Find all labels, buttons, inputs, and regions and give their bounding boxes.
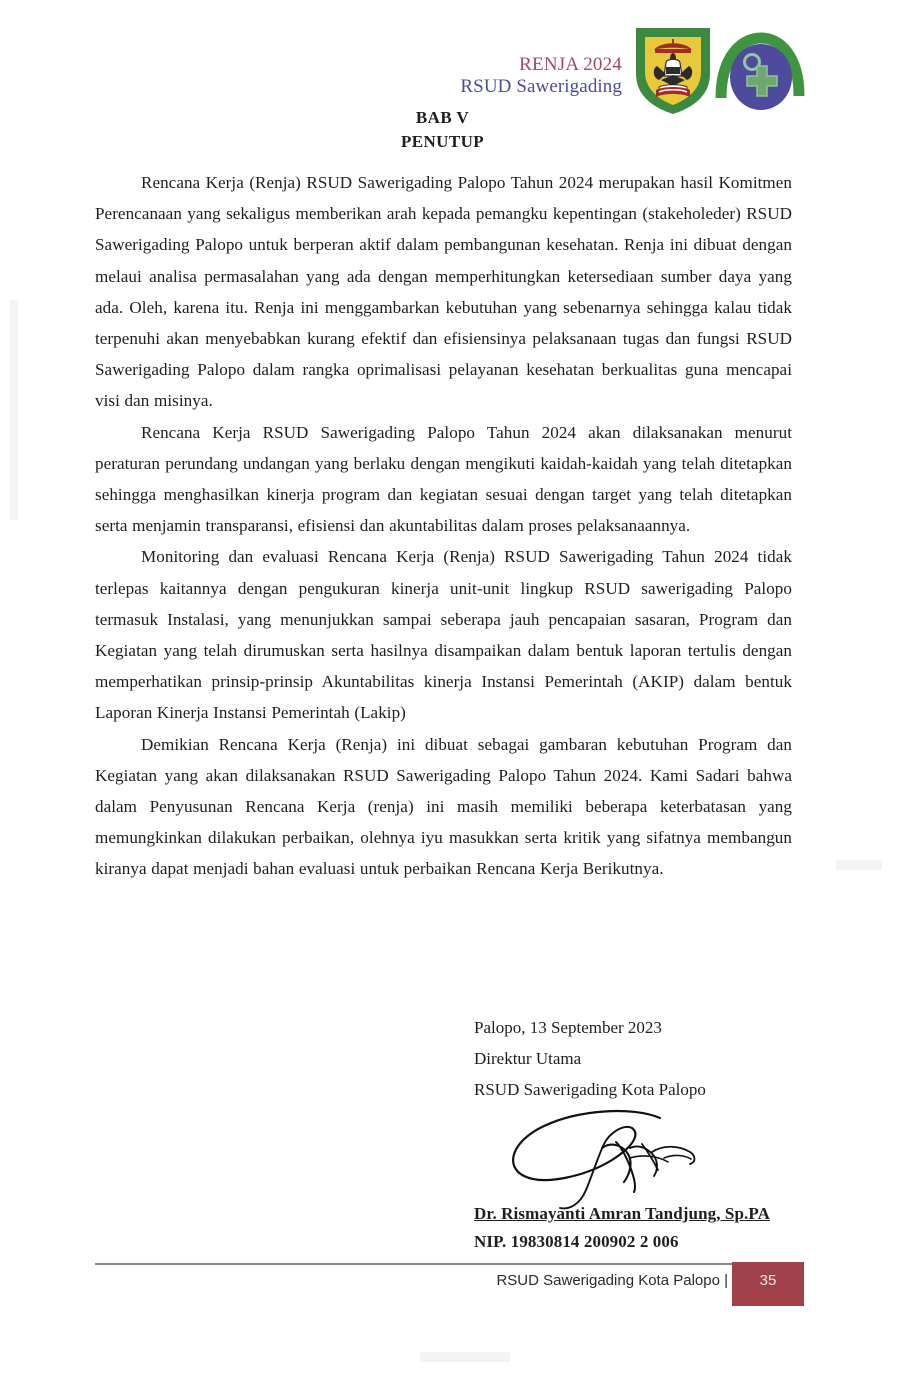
- renja-title: RENJA 2024: [519, 54, 622, 75]
- paragraph: Rencana Kerja RSUD Sawerigading Palopo Tahun 2024 akan dilaksanakan menurut peraturan perundang undangan yang berlaku dengan mengikuti kaidah-kaidah yang telah ditetapkan sehingga menghasilkan kinerja program dan kegiatan sesuai dengan target yang telah ditetapkan serta menjamin transparansi, efisiensi dan akuntabilitas dalam proses pelaksanaannya.: [95, 422, 792, 536]
- document-body: [95, 167, 792, 885]
- signer-nip: NIP. 19830814 200902 2 006: [474, 1232, 679, 1251]
- paragraph: Demikian Rencana Kerja (Renja) ini dibuat sebagai gambaran kebutuhan Program dan Kegiatan yang akan dilaksanakan RSUD Sawerigading Palopo Tahun 2024. Kami Sadari bahwa dalam Penyusunan Rencana Kerja (renja) ini masih memiliki beberapa keterbatasan yang memungkinkan dilakukan perbaikan, olehnya iyu masukkan serta kritik yang sifatnya membangun kiranya dapat menjadi bahan evaluasi untuk perbaikan Rencana Kerja Berikutnya.: [95, 734, 792, 879]
- signature-place-date: Palopo, 13 September 2023: [474, 1018, 662, 1037]
- page-title: [95, 106, 790, 154]
- signature-position: Direktur Utama: [474, 1049, 582, 1068]
- signer-name: Dr. Rismayanti Amran Tandjung, Sp.PA: [474, 1204, 770, 1223]
- header-org-name: RSUD Sawerigading: [460, 76, 622, 98]
- chapter-name: PENUTUP: [400, 132, 485, 152]
- signature-institution: RSUD Sawerigading Kota Palopo: [474, 1080, 706, 1099]
- signature-block: [474, 1012, 804, 1105]
- paragraph: Rencana Kerja (Renja) RSUD Sawerigading Palopo Tahun 2024 merupakan hasil Komitmen Perencanaan yang sekaligus memberikan arah kepada pemangku kepentingan (stakeholeder) RSUD Sawerigading Palopo untuk berperan aktif dalam pembangunan kesehatan. Renja ini dibuat dengan melaui analisa permasalahan yang ada dengan memperhitungkan ketersediaan sumber daya yang ada. Oleh, karena itu. Renja ini menggambarkan kebutuhan yang sebenarnya sehingga kalau tidak terpenuhi akan menyebabkan kurang efektif dan efisiensinya pelaksanaan tugas dan fungsi RSUD Sawerigading Palopo dalam rangka oprimalisasi pelayanan kesehatan berkualitas guna mencapai visi dan misinya.: [95, 173, 792, 411]
- chapter-number: BAB V: [415, 108, 470, 127]
- scan-artifact: [420, 1352, 510, 1362]
- page-header: [0, 10, 900, 110]
- handwritten-signature-icon: [482, 1104, 712, 1214]
- rsud-sawerigading-logo-icon: [714, 22, 806, 114]
- palopo-city-emblem-icon: [628, 22, 718, 117]
- paragraph: Monitoring dan evaluasi Rencana Kerja (Renja) RSUD Sawerigading Tahun 2024 tidak terlepas kaitannya dengan pengukuran kinerja unit-unit lingkup RSUD sawerigading Palopo termasuk Instalasi, yang menunjukkan sampai seberapa jauh pencapaian sasaran, Program dan Kegiatan yang telah dirumuskan serta hasilnya disampaikan dalam bentuk laporan tertulis dengan memperhatikan prinsip-prinsip Akuntabilitas kinerja Instansi Pemerintah (AKIP) dalam bentuk Laporan Kinerja Instansi Pemerintah (Lakip): [95, 547, 792, 723]
- header-branding: [460, 54, 622, 99]
- footer-divider: [95, 1263, 732, 1265]
- scan-artifact: [10, 300, 18, 520]
- footer-label: RSUD Sawerigading Kota Palopo |: [496, 1272, 728, 1289]
- scan-artifact: [836, 860, 882, 870]
- footer-page-number: 35: [759, 1272, 777, 1289]
